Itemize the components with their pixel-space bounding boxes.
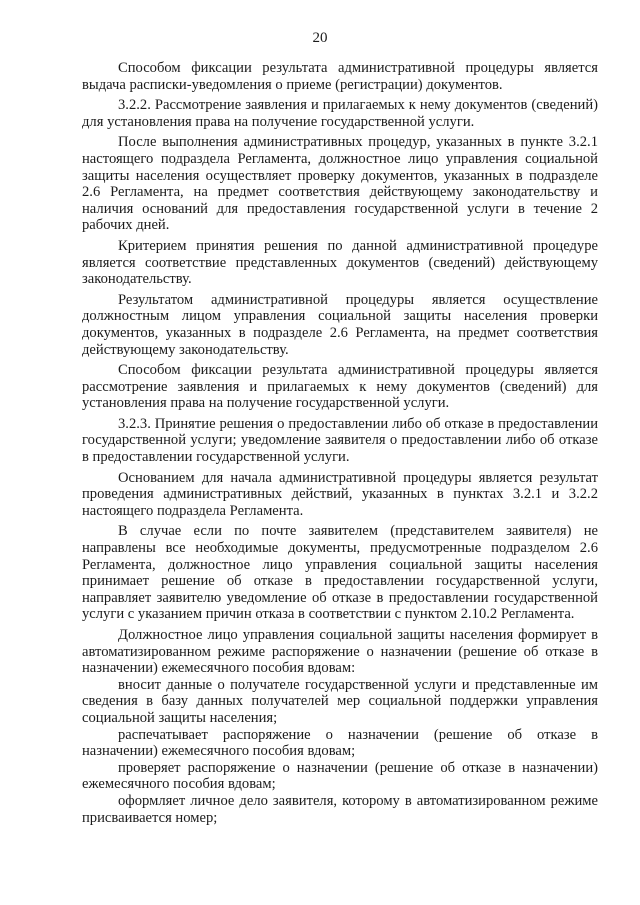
paragraph: После выполнения административных процедур, указанных в пункте 3.2.1 настоящего подраздела Регламента, должностное лицо управления социальной защиты населения осуществляет проверку документов, указанных в подразделе 2.6 Регламента, на предмет соответствия действующему законодательству и наличия оснований для предоставления государственной услуги в течение 2 рабочих дней. bbox=[82, 134, 598, 234]
paragraph: Должностное лицо управления социальной защиты населения формирует в автоматизированном режиме распоряжение о назначении (решение об отказе в назначении) ежемесячного пособия вдовам: bbox=[82, 627, 598, 677]
list-item: вносит данные о получателе государственной услуги и представленные им сведения в базу данных получателей мер социальной поддержки управления социальной защиты населения; bbox=[82, 676, 598, 726]
document-body bbox=[82, 60, 598, 826]
paragraph: Основанием для начала административной процедуры является результат проведения административных действий, указанных в пунктах 3.2.1 и 3.2.2 настоящего подраздела Регламента. bbox=[82, 469, 598, 519]
page-number: 20 bbox=[312, 30, 328, 46]
paragraph: 3.2.2. Рассмотрение заявления и прилагаемых к нему документов (сведений) для установления права на получение государственной услуги. bbox=[82, 97, 598, 130]
list-item: распечатывает распоряжение о назначении (решение об отказе в назначении) ежемесячного пособия вдовам; bbox=[82, 726, 598, 760]
list-item: оформляет личное дело заявителя, которому в автоматизированном режиме присваивается номер; bbox=[82, 792, 598, 826]
list-item: проверяет распоряжение о назначении (решение об отказе в назначении) ежемесячного пособия вдовам; bbox=[82, 759, 598, 793]
paragraph: В случае если по почте заявителем (представителем заявителя) не направлены все необходимые документы, предусмотренные подразделом 2.6 Регламента, должностное лицо управления социальной защиты населения принимает решение об отказе в предоставлении государственной услуги, направляет заявителю уведомление об отказе в предоставлении государственной услуги с указанием причин отказа в соответствии с пунктом 2.10.2 Регламента. bbox=[82, 523, 598, 623]
paragraph: Результатом административной процедуры является осуществление должностным лицом управления социальной защиты населения проверки документов, указанных в подразделе 2.6 Регламента, на предмет соответствия действующему законодательству. bbox=[82, 291, 598, 358]
paragraph: Критерием принятия решения по данной административной процедуре является соответствие представленных документов (сведений) действующему законодательству. bbox=[82, 237, 598, 288]
paragraph: Способом фиксации результата административной процедуры является рассмотрение заявления и прилагаемых к нему документов (сведений) для установления права на получение государственной услуги. bbox=[82, 362, 598, 412]
paragraph: 3.2.3. Принятие решения о предоставлении либо об отказе в предоставлении государственной услуги; уведомление заявителя о предоставлении либо об отказе в предоставлении государственной услуги. bbox=[82, 415, 598, 466]
paragraph: Способом фиксации результата административной процедуры является выдача расписки-уведомления о приеме (регистрации) документов. bbox=[82, 60, 598, 93]
